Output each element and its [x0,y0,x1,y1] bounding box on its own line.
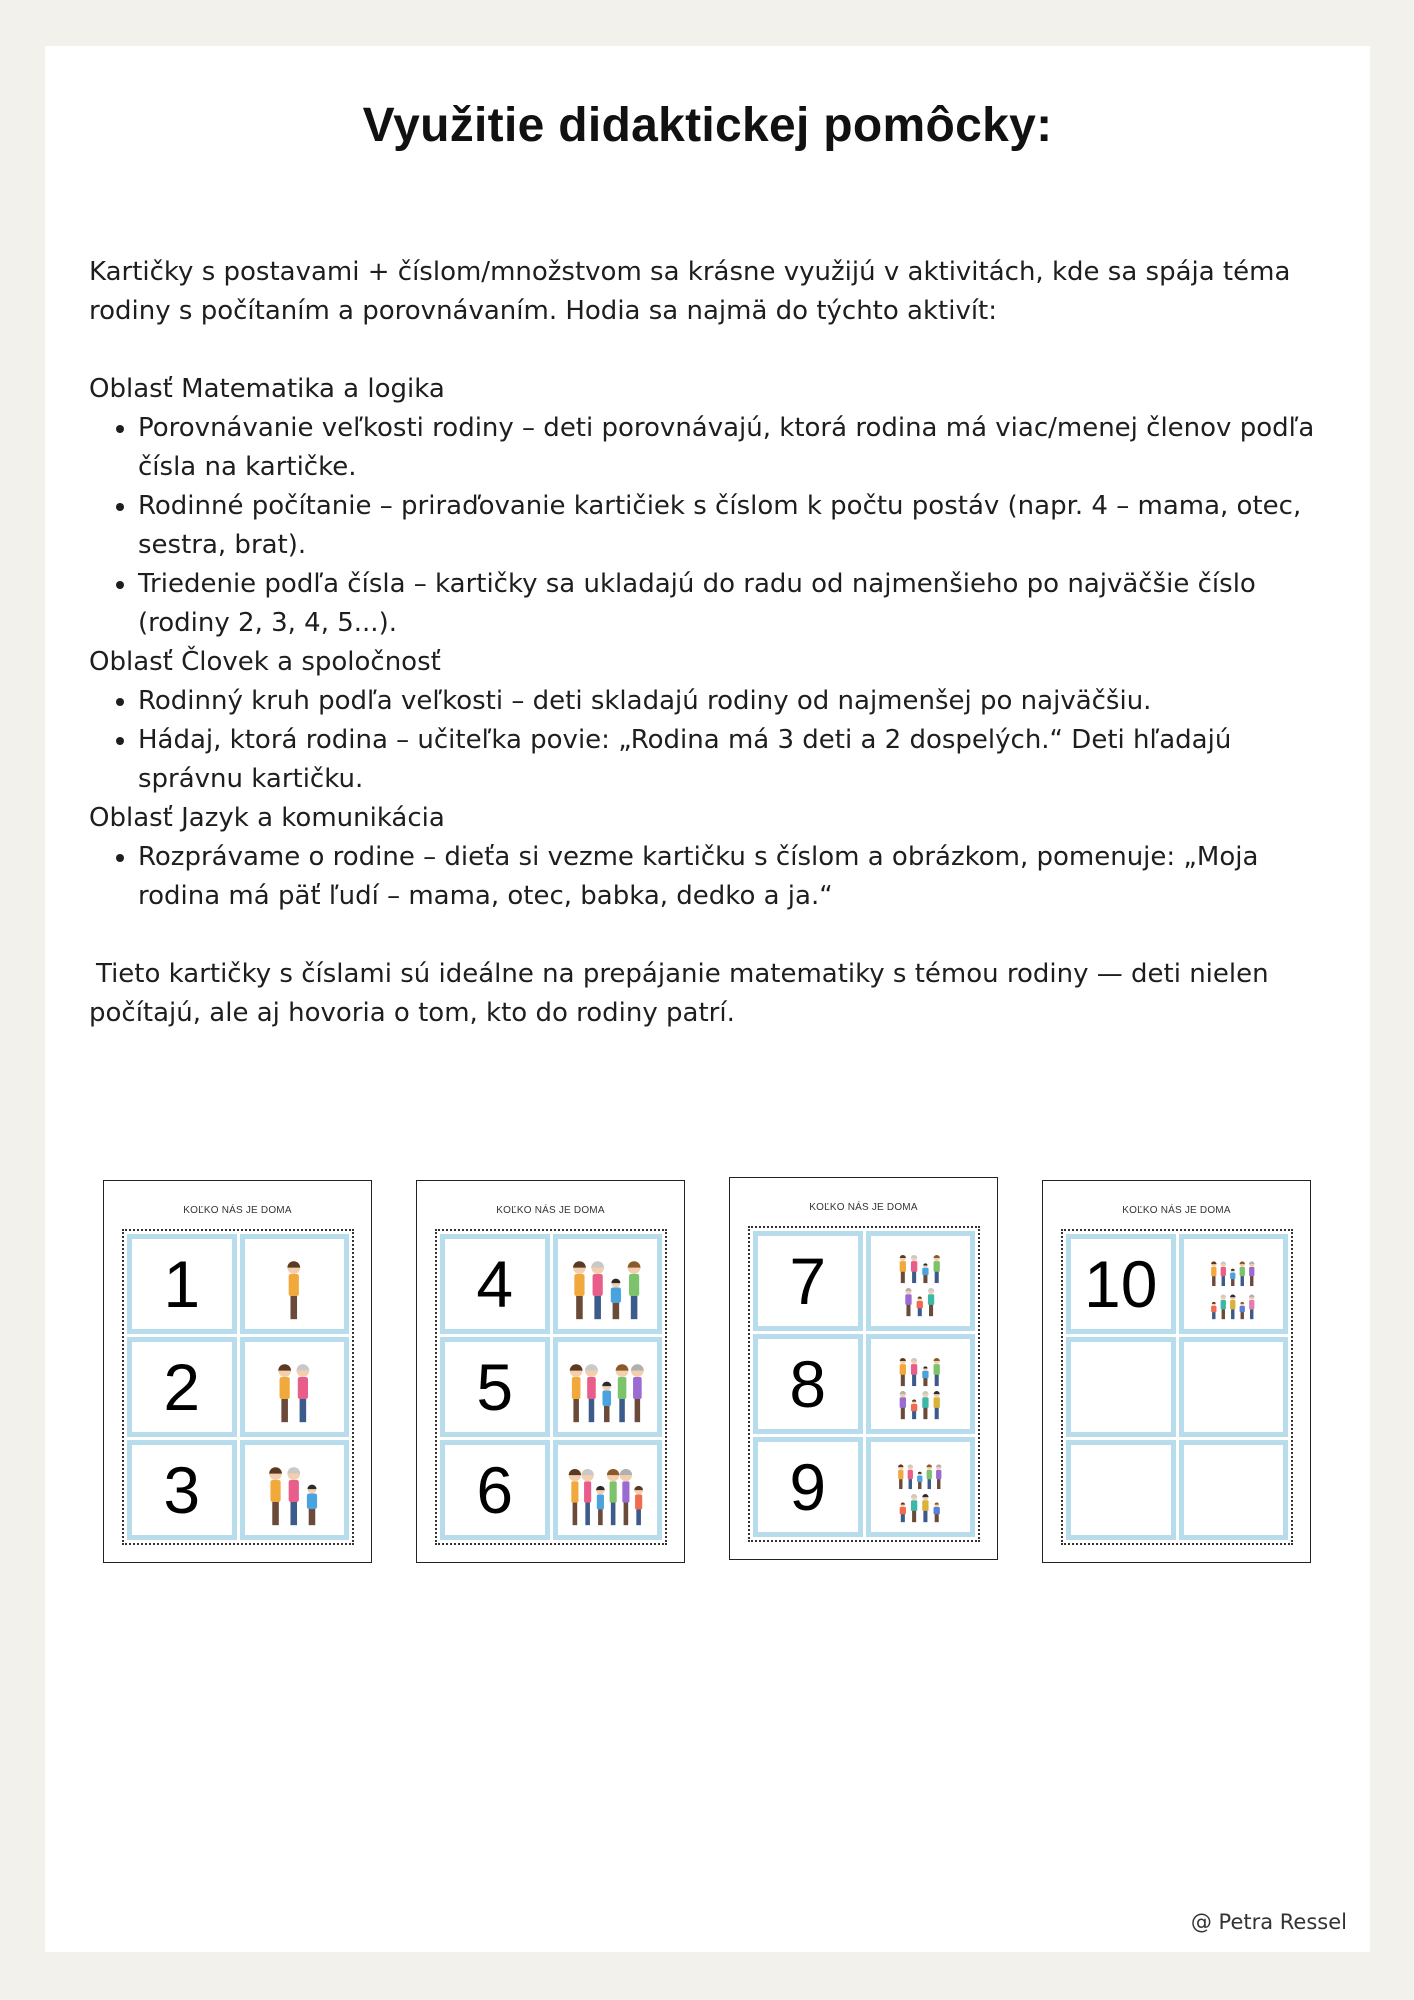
family-icon [561,1346,653,1429]
person-figure [927,1464,932,1489]
person-figure [1250,1261,1255,1286]
card-number: 6 [476,1453,514,1527]
person-figure [900,1502,906,1522]
person-figure [937,1464,942,1489]
family-icon [561,1449,653,1532]
person-figure [1221,1294,1226,1319]
card-sheet-2 [416,1180,685,1563]
family-icon [561,1243,653,1326]
person-figure [569,1469,581,1525]
card-number: 2 [163,1350,201,1424]
person-figure [270,1467,283,1525]
area-list-math [89,409,1339,643]
area-list-language [89,838,1339,916]
person-figure [1231,1294,1236,1319]
person-figure [1212,1261,1217,1286]
area-title-language: Oblasť Jazyk a komunikácia [89,803,445,833]
person-figure [570,1364,583,1422]
page [45,46,1370,1952]
family-picture [866,1437,976,1537]
family-icon [874,1446,966,1529]
person-figure [582,1469,594,1525]
person-figure [917,1296,923,1316]
card-grid [435,1229,667,1545]
family-picture [866,1231,976,1331]
card-grid [748,1226,980,1542]
person-figure [900,1358,906,1386]
card-sheet-4 [1042,1180,1311,1563]
person-figure [923,1494,929,1522]
card-title: KOĽKO NÁS JE DOMA [496,1205,605,1216]
person-figure [934,1358,940,1386]
number-cell [1066,1234,1176,1334]
person-figure [631,1364,644,1422]
person-figure [908,1464,913,1489]
list-item: • Hádaj, ktorá rodina – učiteľka povie: „Rodina má 3 deti a 2 dospelých.“ Deti hľadajú správnu kartičku. [138,721,1339,799]
person-figure [900,1255,906,1283]
person-figure [288,1261,301,1319]
family-picture [240,1234,350,1334]
card-number: 8 [789,1347,827,1421]
empty-cell [1066,1440,1176,1540]
family-picture [553,1234,663,1334]
number-cell [440,1234,550,1334]
person-figure [288,1467,301,1525]
list-item: • Triedenie podľa čísla – kartičky sa ukladajú do radu od najmenšieho po najväčšie číslo (rodiny 2, 3, 4, 5...). [138,565,1339,643]
empty-picture-cell [1179,1337,1289,1437]
person-figure [586,1364,599,1422]
person-figure [923,1366,929,1386]
list-item: • Rozprávame o rodine – dieťa si vezme kartičku s číslom a obrázkom, pomenuje: „Moja rodina má päť ľudí – mama, otec, babka, dedko a ja.“ [138,838,1339,916]
number-cell [127,1234,237,1334]
number-cell [753,1231,863,1331]
list-item: • Rodinný kruh podľa veľkosti – deti skladajú rodiny od najmenšej po najväčšiu. [138,682,1339,721]
card-grid [122,1229,354,1545]
number-cell [127,1440,237,1540]
person-figure [616,1364,629,1422]
person-figure [620,1469,632,1525]
card-sheet-1 [103,1180,372,1563]
person-figure [607,1469,619,1525]
empty-picture-cell [1179,1440,1289,1540]
person-figure [918,1471,923,1488]
card-number: 7 [789,1244,827,1318]
card-sheet-3 [729,1177,998,1560]
person-figure [1221,1261,1226,1286]
person-figure [603,1381,612,1422]
area-list-society [89,682,1339,799]
person-figure [628,1261,641,1319]
family-icon [248,1243,340,1326]
person-figure [934,1255,940,1283]
person-figure [900,1391,906,1419]
person-figure [297,1364,310,1422]
person-figure [911,1399,917,1419]
intro-paragraph: Kartičky s postavami + číslom/množstvom sa krásne využijú v aktivitách, kde sa spája téma rodiny s počítaním a porovnávaním. Hodia sa najmä do týchto aktivít: [89,257,1291,326]
list-item: • Rodinné počítanie – priraďovanie kartičiek s číslom k počtu postáv (napr. 4 – mama, otec, sestra, brat). [138,487,1339,565]
person-figure [1250,1294,1255,1319]
person-figure [1212,1302,1217,1319]
list-item: • Porovnávanie veľkosti rodiny – deti porovnávajú, ktorá rodina má viac/menej členov podľa čísla na kartičke. [138,409,1339,487]
area-title-math: Oblasť Matematika a logika [89,374,445,404]
person-figure [911,1358,917,1386]
person-figure [574,1261,587,1319]
person-figure [911,1255,917,1283]
author-credit: @ Petra Ressel [1190,1910,1347,1934]
card-number: 3 [163,1453,201,1527]
card-title: KOĽKO NÁS JE DOMA [1122,1205,1231,1216]
family-picture [240,1440,350,1540]
person-figure [923,1263,929,1283]
person-figure [597,1485,606,1524]
person-figure [1240,1302,1245,1319]
person-figure [928,1288,934,1316]
card-sheets [103,1180,1323,1570]
card-title: KOĽKO NÁS JE DOMA [809,1202,918,1213]
person-figure [635,1485,644,1524]
person-figure [906,1288,912,1316]
number-cell [127,1337,237,1437]
family-picture [553,1337,663,1437]
card-number: 1 [163,1247,201,1321]
closing-paragraph: Tieto kartičky s číslami sú ideálne na prepájanie matematiky s témou rodiny — deti nielen počítajú, ale aj hovoria o tom, kto do rodiny patrí. [89,959,1269,1028]
family-picture [240,1337,350,1437]
family-icon [1187,1243,1279,1326]
area-title-society: Oblasť Človek a spoločnosť [89,647,441,677]
family-icon [248,1449,340,1532]
empty-cell [1066,1337,1176,1437]
card-title: KOĽKO NÁS JE DOMA [183,1205,292,1216]
person-figure [911,1494,917,1522]
card-number: 5 [476,1350,514,1424]
family-picture [553,1440,663,1540]
family-icon [874,1240,966,1323]
person-figure [934,1391,940,1419]
page-title: Využitie didaktickej pomôcky: [362,99,1053,152]
person-figure [279,1364,292,1422]
family-picture [1179,1234,1289,1334]
number-cell [440,1337,550,1437]
card-number: 9 [789,1450,827,1524]
number-cell [753,1437,863,1537]
family-icon [874,1343,966,1426]
card-number: 4 [476,1247,514,1321]
person-figure [934,1502,940,1522]
person-figure [1240,1261,1245,1286]
card-grid [1061,1229,1293,1545]
content [89,253,1339,1033]
person-figure [307,1484,317,1525]
person-figure [923,1391,929,1419]
person-figure [611,1278,621,1319]
person-figure [1231,1268,1236,1285]
family-icon [248,1346,340,1429]
person-figure [592,1261,605,1319]
number-cell [753,1334,863,1434]
card-number: 10 [1084,1247,1158,1321]
person-figure [899,1464,904,1489]
number-cell [440,1440,550,1540]
family-picture [866,1334,976,1434]
